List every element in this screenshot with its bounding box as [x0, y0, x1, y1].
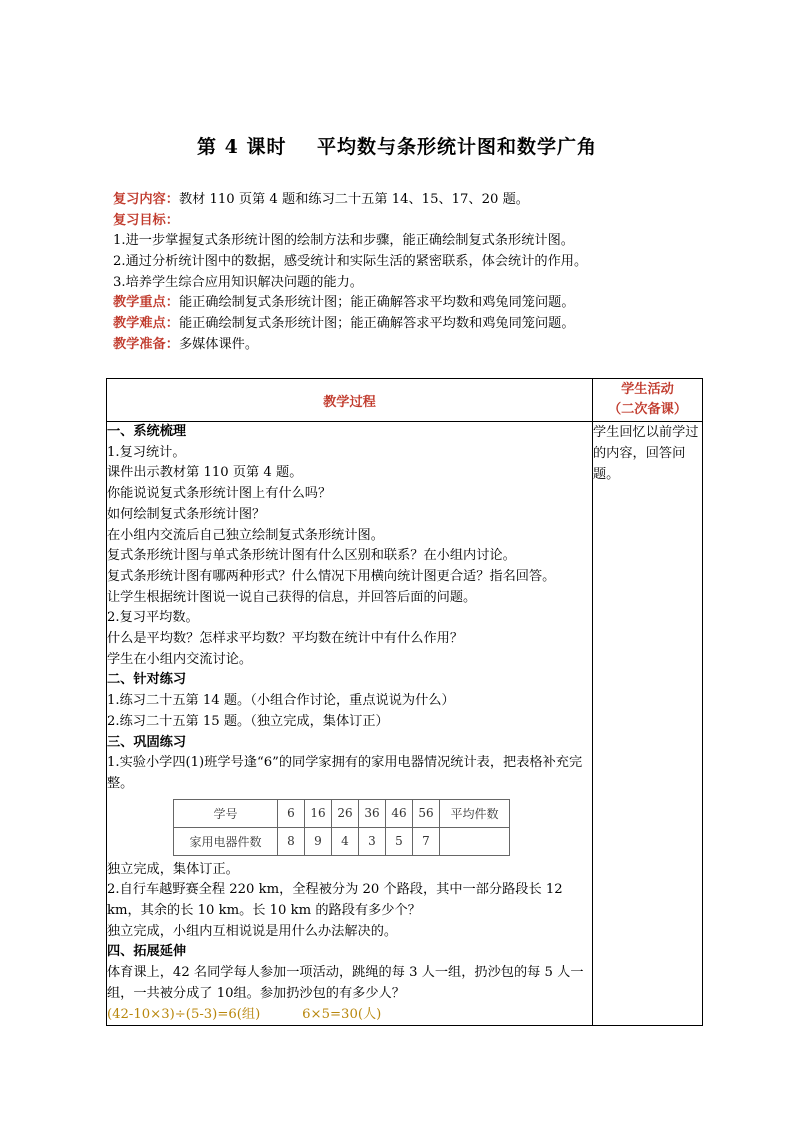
preparation-line [113, 335, 713, 356]
table-cell: 7 [413, 827, 440, 855]
lesson-table [106, 378, 703, 1026]
section-heading: 四、拓展延伸 [107, 944, 187, 960]
table-cell: 8 [278, 827, 305, 855]
student-activity-note: 学生回忆以前学过的内容，回答问题。 [593, 425, 699, 482]
student-activity-header [593, 379, 703, 422]
table-cell: 4 [332, 827, 359, 855]
answer-formulas [107, 1005, 592, 1025]
table-cell: 26 [332, 799, 359, 827]
review-goals-line [113, 211, 713, 232]
review-content-line [113, 190, 713, 211]
process-line: 让学生根据统计图说一说自己获得的信息，并回答后面的问题。 [107, 589, 477, 605]
formula-2: 6×5=30(人) [302, 1006, 382, 1022]
process-line: 独立完成，小组内互相说说是用什么办法解决的。 [107, 923, 398, 939]
process-line: 课件出示教材第 110 页第 4 题。 [107, 465, 303, 481]
page-title: 第 4 课时 平均数与条形统计图和数学广角 [197, 136, 597, 158]
process-cell [107, 422, 593, 1026]
process-line: 如何绘制复式条形统计图？ [107, 506, 266, 522]
student-activity-title: 学生活动 [621, 382, 674, 397]
preparation-text: 多媒体课件。 [178, 336, 259, 352]
table-cell: 9 [305, 827, 332, 855]
key-point-line [113, 293, 713, 314]
process-line: 2.复习平均数。 [107, 610, 199, 626]
goal-item: 3.培养学生综合应用知识解决问题的能力。 [113, 274, 363, 290]
table-cell: 平均件数 [440, 799, 510, 827]
goal-item: 1.进一步掌握复式条形统计图的绘制方法和步骤，能正确绘制复式条形统计图。 [113, 233, 574, 249]
process-line: 2.练习二十五第 15 题。（独立完成，集体订正） [107, 713, 389, 729]
review-content-label: 复习内容： [113, 192, 179, 207]
table-cell: 16 [305, 799, 332, 827]
table-cell: 5 [386, 827, 413, 855]
process-line: 1.复习统计。 [107, 444, 186, 460]
appliance-table-wrap [107, 795, 592, 860]
table-cell: 36 [359, 799, 386, 827]
review-content-text: 教材 110 页第 4 题和练习二十五第 14、15、17、20 题。 [178, 192, 529, 207]
table-row [174, 799, 510, 827]
exercise-question-2: 2.自行车越野赛全程 220 km，全程被分为 20 个路段，其中一部分路段长 12 km，其余的长 10 km。长 10 km 的路段有多少个？ [107, 882, 563, 919]
extension-question: 体育课上，42 名同学每人参加一项活动，跳绳的每 3 人一组，扔沙包的每 5 人一组，一共被分成了 10组。参加扔沙包的有多少人？ [107, 965, 584, 1001]
section-heading: 三、巩固练习 [107, 734, 187, 750]
table-cell [440, 827, 510, 855]
table-cell: 6 [278, 799, 305, 827]
process-line: 复式条形统计图与单式条形统计图有什么区别和联系？在小组内讨论。 [107, 548, 516, 564]
exercise-question-1: 1.实验小学四(1)班学号逢“6”的同学家拥有的家用电器情况统计表，把表格补充完整。 [107, 755, 583, 791]
difficult-point-text: 能正确绘制复式条形统计图；能正确解答求平均数和鸡兔同笼问题。 [178, 316, 575, 332]
table-cell: 3 [359, 827, 386, 855]
section-heading: 一、系统梳理 [107, 424, 187, 439]
difficult-point-label: 教学难点： [113, 316, 179, 332]
process-line: 复式条形统计图有哪两种形式？什么情况下用横向统计图更合适？指名回答。 [107, 568, 556, 584]
process-line: 1.练习二十五第 14 题。（小组合作讨论，重点说说为什么） [107, 693, 455, 709]
process-line: 独立完成，集体订正。 [107, 861, 239, 877]
preparation-label: 教学准备： [113, 336, 179, 352]
section-heading: 二、针对练习 [107, 672, 187, 688]
process-header: 教学过程 [107, 379, 593, 422]
difficult-point-line [113, 314, 713, 335]
key-point-label: 教学重点： [113, 295, 179, 311]
table-row [174, 827, 510, 855]
goal-item: 2.通过分析统计图中的数据，感受统计和实际生活的紧密联系，体会统计的作用。 [113, 254, 588, 270]
student-activity-cell [593, 422, 703, 1026]
second-prep-label: （二次备课） [607, 402, 688, 417]
table-cell: 家用电器件数 [174, 827, 278, 855]
review-goals-label: 复习目标： [113, 212, 179, 228]
table-cell: 46 [386, 799, 413, 827]
formula-1: (42-10×3)÷(5-3)=6(组) [107, 1006, 261, 1022]
table-cell: 56 [413, 799, 440, 827]
process-line: 在小组内交流后自己独立绘制复式条形统计图。 [107, 527, 384, 543]
table-cell: 学号 [174, 799, 278, 827]
process-line: 你能说说复式条形统计图上有什么吗？ [107, 486, 332, 502]
key-point-text: 能正确绘制复式条形统计图；能正确解答求平均数和鸡兔同笼问题。 [178, 295, 575, 311]
lesson-info [113, 190, 713, 356]
process-line: 学生在小组内交流讨论。 [107, 651, 253, 667]
appliance-table [173, 799, 510, 856]
process-line: 什么是平均数？怎样求平均数？平均数在统计中有什么作用？ [107, 631, 464, 647]
